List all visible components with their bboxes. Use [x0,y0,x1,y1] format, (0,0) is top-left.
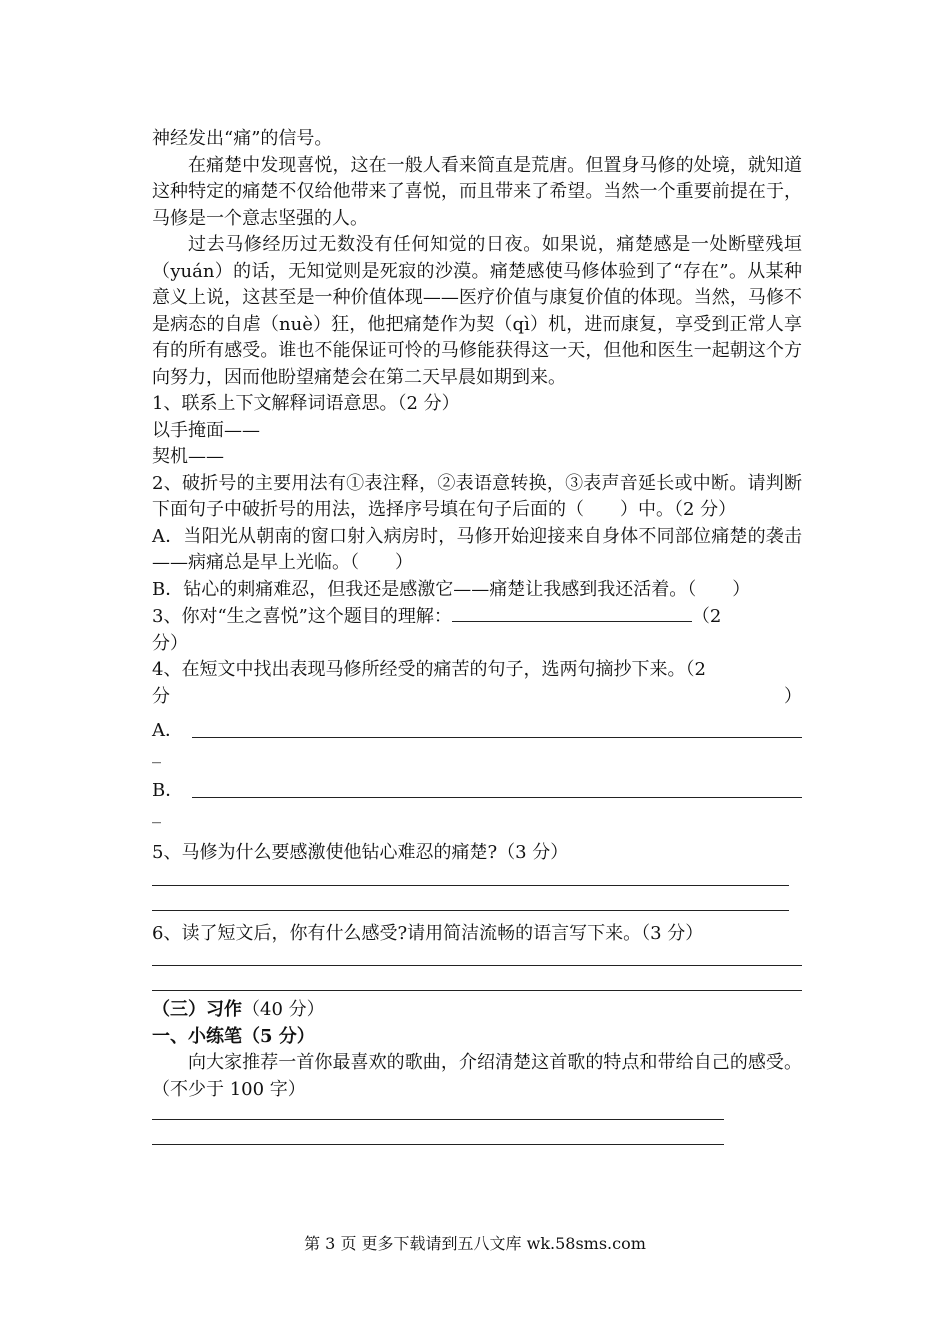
question-1-item-b: 契机—— [152,446,224,467]
question-3-answer-blank[interactable] [452,603,692,622]
question-6: 6、读了短文后，你有什么感受?请用简洁流畅的语言写下来。（3 分） [152,922,704,944]
question-1-item-a: 以手掩面—— [152,419,260,441]
question-4-option-b-dash: _ [152,803,161,824]
question-4-option-a-dash: _ [152,743,161,764]
question-4-score-end-1: 分 [152,685,170,707]
question-1: 1、联系上下文解释词语意思。（2 分） [152,393,460,414]
question-4-score-row [152,684,802,711]
question-3-text: 3、你对“生之喜悦”这个题目的理解： [152,606,452,627]
question-6-answer-line-2[interactable] [152,990,802,991]
question-4-option-b-label: B． [152,779,184,801]
question-3-score-end: 分） [152,632,188,654]
question-2-item-b: B．钻心的刺痛难忍，但我还是感激它——痛楚让我感到我还活着。（ ） [152,578,751,600]
question-4-option-a-label: A． [152,719,183,741]
writing-answer-line-2[interactable] [152,1144,724,1145]
writing-answer-line-1[interactable] [152,1119,724,1120]
question-4-option-b-line[interactable] [192,779,802,798]
question-6-answer-line-1[interactable] [152,965,802,966]
question-4-score-end-2: ） [784,685,802,707]
question-4-answer-b [152,772,802,804]
question-4-answer-a [152,712,802,744]
writing-prompt: 向大家推荐一首你最喜欢的歌曲，介绍清楚这首歌的特点和带给自己的感受。（不少于 100 字） [152,1052,802,1100]
document-page [152,126,802,1145]
question-3 [152,603,802,631]
passage-paragraph-1: 在痛楚中发现喜悦，这在一般人看来简直是荒唐。但置身马修的处境，就知道这种特定的痛楚不仅给他带来了喜悦，而且带来了希望。当然一个重要前提在于，马修是一个意志坚强的人。 [152,154,802,229]
question-5-answer-line-1[interactable] [152,885,789,886]
page-footer: 第 3 页 更多下载请到五八文库 wk.58sms.com [304,1234,646,1253]
writing-section-title [152,997,802,1024]
question-5-answer-line-2[interactable] [152,910,789,911]
writing-section-label: （三）习作 [152,999,242,1020]
question-5: 5、马修为什么要感激使他钻心难忍的痛楚?（3 分） [152,842,569,863]
passage-paragraph-0: 神经发出“痛”的信号。 [152,128,333,149]
passage-paragraph-2: 过去马修经历过无数没有任何知觉的日夜。如果说，痛楚感是一处断壁残垣（yuán）的话，无知觉则是死寂的沙漠。痛楚感使马修体验到了“存在”。从某种意义上说，这甚至是一种价值体现——医疗价值与康复价值的体现。当然，马修不是病态的自虐（nuè）狂，他把痛楚作为契（qì）机，进而康复，享受到正常人享有的所有感受。谁也不能保证可怜的马修能获得这一天，但他和医生一起朝这个方向努力，因而他盼望痛楚会在第二天早晨如期到来。 [152,234,802,388]
question-2-item-a: A．当阳光从朝南的窗口射入病房时，马修开始迎接来自身体不同部位痛楚的袭击——病痛总是早上光临。（ ） [152,525,802,573]
writing-subsection-title: 一、小练笔（5 分） [152,1025,315,1047]
question-4-option-a-line[interactable] [192,719,802,738]
question-4: 4、在短文中找出表现马修所经受的痛苦的句子，选两句摘抄下来。（2 [152,659,706,680]
question-2: 2、破折号的主要用法有①表注释，②表语意转换，③表声音延长或中断。请判断下面句子中破折号的用法，选择序号填在句子后面的（ ）中。（2 分） [152,472,802,520]
writing-section-score: （40 分） [242,999,325,1020]
question-3-score: （2 [691,606,722,627]
